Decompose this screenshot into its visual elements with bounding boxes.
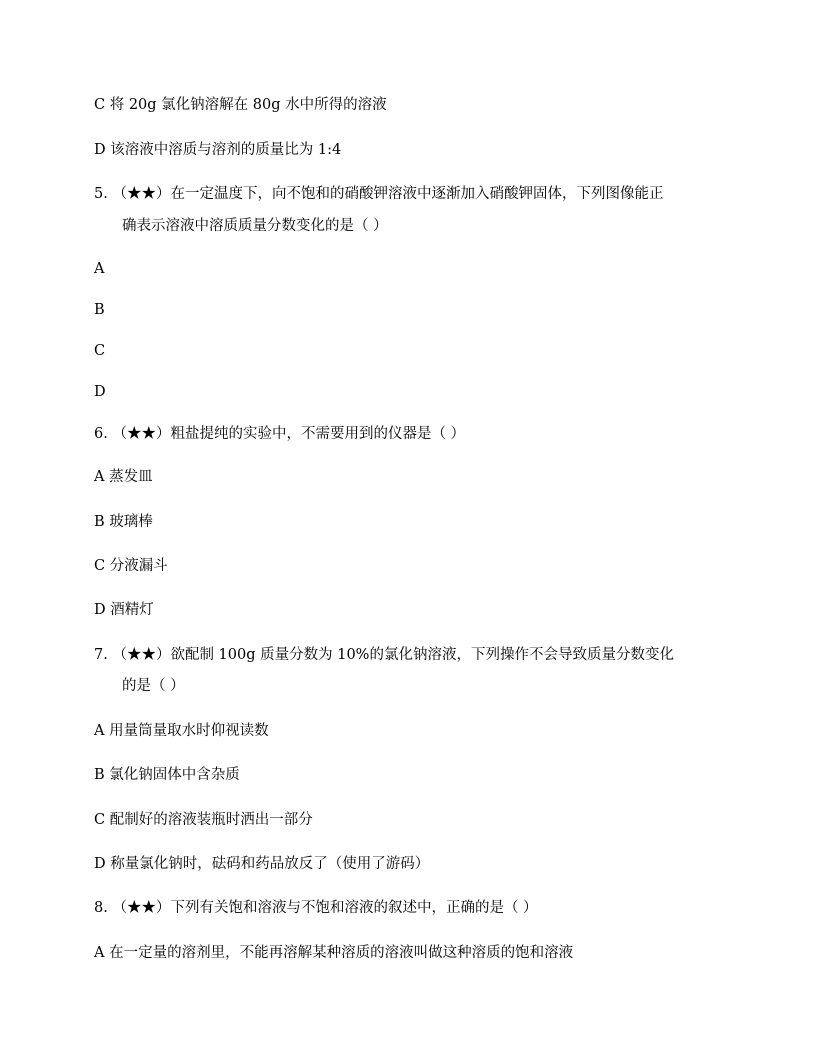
question-6-option-a: A 蒸发皿 bbox=[94, 469, 153, 485]
question-5-option-a: A bbox=[94, 261, 105, 277]
question-6-option-c: C 分液漏斗 bbox=[94, 558, 168, 574]
question-7-stem: 7. （★★）欲配制 100g 质量分数为 10%的氯化钠溶液，下列操作不会导致质量分数变化 bbox=[94, 647, 674, 663]
question-5-stem-cont: 确表示溶液中溶质质量分数变化的是（ ） bbox=[122, 218, 388, 234]
question-7-option-b: B 氯化钠固体中含杂质 bbox=[94, 767, 240, 783]
question-6-option-d: D 酒精灯 bbox=[94, 602, 154, 618]
question-7-stem-cont: 的是（ ） bbox=[122, 678, 185, 694]
question-8-option-a: A 在一定量的溶剂里，不能再溶解某种溶质的溶液叫做这种溶质的饱和溶液 bbox=[94, 945, 574, 961]
option-d-line: D 该溶液中溶质与溶剂的质量比为 1:4 bbox=[94, 142, 342, 158]
question-6-option-b: B 玻璃棒 bbox=[94, 514, 153, 530]
question-8-stem: 8. （★★）下列有关饱和溶液与不饱和溶液的叙述中，正确的是（ ） bbox=[94, 900, 538, 916]
question-5-option-b: B bbox=[94, 302, 105, 318]
question-6-stem: 6. （★★）粗盐提纯的实验中，不需要用到的仪器是（ ） bbox=[94, 426, 466, 442]
question-7-option-c: C 配制好的溶液装瓶时洒出一部分 bbox=[94, 812, 313, 828]
question-5-stem: 5. （★★）在一定温度下，向不饱和的硝酸钾溶液中逐渐加入硝酸钾固体，下列图像能正 bbox=[94, 186, 664, 202]
question-7-option-d: D 称量氯化钠时，砝码和药品放反了（使用了游码） bbox=[94, 856, 430, 872]
question-5-option-d: D bbox=[94, 384, 106, 400]
question-5-option-c: C bbox=[94, 343, 106, 359]
question-7-option-a: A 用量筒量取水时仰视读数 bbox=[94, 723, 269, 739]
option-c-line: C 将 20g 氯化钠溶解在 80g 水中所得的溶液 bbox=[94, 97, 387, 113]
